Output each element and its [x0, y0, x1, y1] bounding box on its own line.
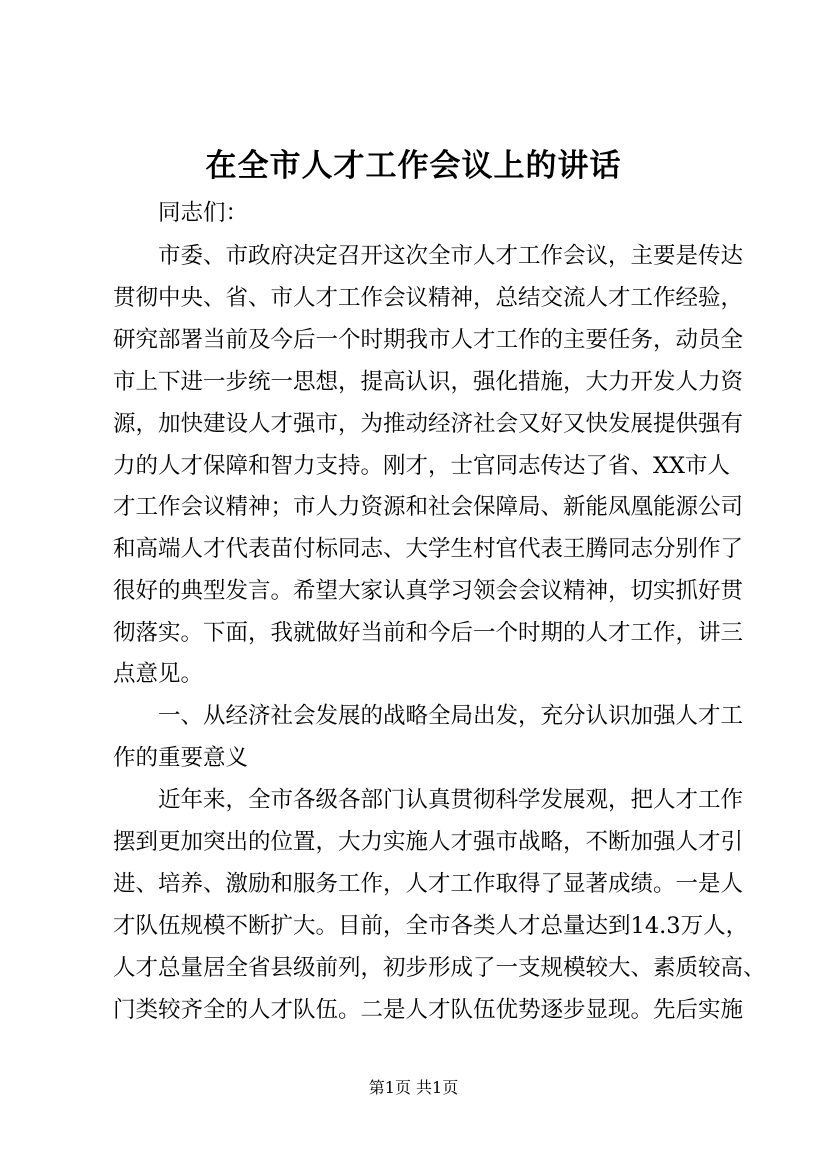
body-line: 才队伍规模不断扩大。目前，全市各类人才总量达到14.3万人， [113, 913, 749, 939]
salutation-line: 同志们： [158, 200, 249, 226]
body-line: 市上下进一步统一思想，提高认识，强化措施，大力开发人力资 [113, 369, 744, 395]
body-line: 点意见。 [113, 661, 204, 687]
section-heading-line: 一、从经济社会发展的战略全局出发，充分认识加强人才工 [158, 703, 744, 729]
body-line: 摆到更加突出的位置，大力实施人才强市战略，不断加强人才引 [113, 829, 744, 855]
body-line: 力的人才保障和智力支持。刚才，士官同志传达了省、XX市人 [113, 453, 731, 479]
body-line: 近年来，全市各级各部门认真贯彻科学发展观，把人才工作 [158, 787, 744, 813]
section-heading-line: 作的重要意义 [113, 745, 249, 771]
body-line: 源，加快建设人才强市，为推动经济社会又好又快发展提供强有 [113, 411, 744, 437]
body-line: 才工作会议精神；市人力资源和社会保障局、新能凤凰能源公司 [113, 494, 744, 520]
body-line: 人才总量居全省县级前列，初步形成了一支规模较大、素质较高、 [113, 955, 766, 981]
body-line: 很好的典型发言。希望大家认真学习领会会议精神，切实抓好贯 [113, 578, 744, 604]
body-line: 研究部署当前及今后一个时期我市人才工作的主要任务，动员全 [113, 327, 744, 353]
body-line: 市委、市政府决定召开这次全市人才工作会议，主要是传达 [158, 243, 744, 269]
document-title: 在全市人才工作会议上的讲话 [205, 148, 622, 184]
body-line: 进、培养、激励和服务工作，人才工作取得了显著成绩。一是人 [113, 871, 744, 897]
body-line: 和高端人才代表苗付标同志、大学生村官代表王腾同志分别作了 [113, 536, 744, 562]
body-line: 彻落实。下面，我就做好当前和今后一个时期的人才工作，讲三 [113, 620, 744, 646]
body-line: 门类较齐全的人才队伍。二是人才队伍优势逐步显现。先后实施 [113, 997, 744, 1023]
body-line: 贯彻中央、省、市人才工作会议精神，总结交流人才工作经验， [113, 285, 744, 311]
page-number-footer: 第1页 共1页 [368, 1078, 459, 1097]
